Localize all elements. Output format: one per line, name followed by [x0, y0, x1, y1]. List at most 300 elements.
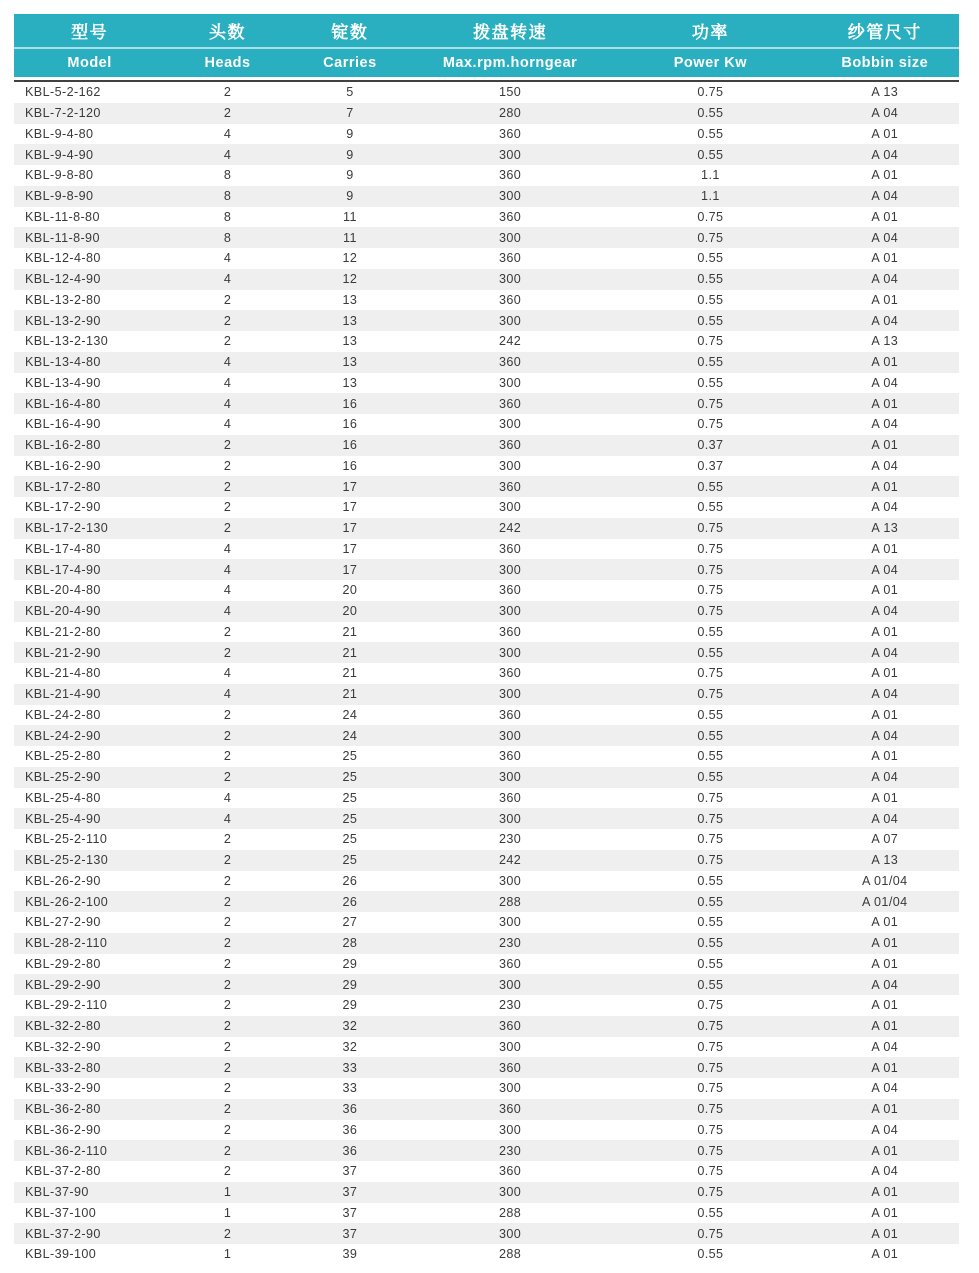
carries-cell: 17: [290, 559, 410, 580]
table-row: [14, 124, 959, 145]
power-cell: 0.55: [697, 1205, 724, 1220]
power-cell: 0.75: [610, 1099, 810, 1120]
table-row: [14, 850, 959, 871]
power-cell: 0.75: [610, 1016, 810, 1037]
heads-cell: 2: [223, 873, 232, 888]
bobbin-cell: A 01: [871, 624, 899, 639]
table-row: [14, 788, 959, 809]
carries-cell: 27: [342, 915, 358, 930]
heads-cell: 2: [165, 310, 290, 331]
bobbin-cell: A 01: [871, 292, 899, 307]
bobbin-cell: A 04: [811, 559, 959, 580]
heads-cell: 8: [223, 168, 232, 183]
power-cell: 0.75: [610, 808, 810, 829]
rpm-cell: 360: [498, 1164, 522, 1179]
model-cell: KBL-9-4-90: [14, 144, 165, 165]
table-row: [14, 80, 959, 103]
bobbin-cell: A 04: [811, 601, 959, 622]
rpm-cell: 360: [498, 749, 522, 764]
heads-cell: 2: [165, 1057, 290, 1078]
heads-cell: 4: [165, 393, 290, 414]
power-cell: 0.75: [697, 417, 724, 432]
rpm-cell: 360: [410, 1016, 610, 1037]
carries-cell: 21: [290, 684, 410, 705]
table-row: [14, 767, 959, 788]
power-cell: 0.37: [697, 458, 724, 473]
carries-cell: 12: [290, 269, 410, 290]
rpm-cell: 360: [498, 707, 522, 722]
rpm-cell: 300: [410, 144, 610, 165]
carries-cell: 17: [290, 518, 410, 539]
model-cell: KBL-25-2-110: [25, 832, 108, 847]
power-cell: 0.75: [697, 666, 724, 681]
bobbin-cell: A 01: [871, 707, 899, 722]
model-cell: KBL-37-100: [25, 1205, 97, 1220]
rpm-cell: 230: [410, 933, 610, 954]
rpm-cell: 360: [410, 1099, 610, 1120]
model-cell: KBL-13-2-90: [14, 310, 165, 331]
model-cell: KBL-27-2-90: [25, 915, 101, 930]
model-cell: KBL-26-2-90: [25, 873, 101, 888]
table-row: [14, 622, 959, 643]
table-row: [14, 684, 959, 705]
carries-cell: 16: [290, 393, 410, 414]
heads-cell: 2: [223, 707, 232, 722]
table-row: [14, 103, 959, 124]
carries-cell: 26: [290, 891, 410, 912]
rpm-cell: 242: [498, 334, 522, 349]
header-cn-carries: 锭数: [290, 14, 410, 49]
bobbin-cell: A 04: [811, 144, 959, 165]
power-cell: 0.75: [697, 334, 724, 349]
power-cell: 0.75: [610, 393, 810, 414]
power-cell: 0.75: [610, 1223, 810, 1244]
header-en-carries: Carries: [290, 49, 410, 80]
header-cn-bobbin: 纱管尺寸: [811, 14, 959, 49]
model-cell: KBL-25-2-90: [14, 767, 165, 788]
model-cell: KBL-24-2-90: [14, 725, 165, 746]
model-cell: KBL-20-4-80: [25, 583, 101, 598]
carries-cell: 25: [290, 850, 410, 871]
header-en-model: Model: [14, 49, 165, 80]
rpm-cell: 150: [410, 80, 610, 103]
rpm-cell: 360: [410, 1057, 610, 1078]
rpm-cell: 300: [410, 684, 610, 705]
carries-cell: 29: [290, 974, 410, 995]
power-cell: 0.75: [697, 209, 724, 224]
rpm-cell: 360: [498, 168, 522, 183]
bobbin-cell: A 01: [811, 1099, 959, 1120]
bobbin-cell: A 01: [871, 126, 899, 141]
bobbin-cell: A 04: [871, 458, 899, 473]
carries-cell: 24: [290, 725, 410, 746]
table-row: [14, 186, 959, 207]
bobbin-cell: A 01: [811, 1223, 959, 1244]
carries-cell: 21: [290, 642, 410, 663]
bobbin-cell: A 13: [871, 334, 899, 349]
rpm-cell: 288: [498, 1205, 522, 1220]
model-cell: KBL-17-4-80: [25, 541, 101, 556]
heads-cell: 1: [223, 1205, 232, 1220]
carries-cell: 12: [342, 251, 358, 266]
bobbin-cell: A 01: [871, 1247, 899, 1262]
table-row: [14, 207, 959, 228]
header-cn-model: 型号: [14, 14, 165, 49]
bobbin-cell: A 01: [811, 352, 959, 373]
rpm-cell: 360: [498, 209, 522, 224]
rpm-cell: 300: [410, 269, 610, 290]
table-row: [14, 1244, 959, 1265]
power-cell: 0.55: [697, 500, 724, 515]
heads-cell: 2: [165, 974, 290, 995]
rpm-cell: 300: [498, 1122, 522, 1137]
table-row: [14, 414, 959, 435]
carries-cell: 21: [342, 624, 358, 639]
model-cell: KBL-16-4-80: [14, 393, 165, 414]
model-cell: KBL-17-2-90: [25, 500, 101, 515]
rpm-cell: 360: [410, 352, 610, 373]
power-cell: 0.75: [697, 1081, 724, 1096]
power-cell: 0.55: [697, 915, 724, 930]
rpm-cell: 300: [410, 767, 610, 788]
model-cell: KBL-29-2-80: [25, 956, 101, 971]
heads-cell: 2: [223, 1039, 232, 1054]
bobbin-cell: A 04: [811, 227, 959, 248]
rpm-cell: 300: [410, 725, 610, 746]
model-cell: KBL-9-8-90: [14, 186, 165, 207]
model-cell: KBL-33-2-90: [25, 1081, 101, 1096]
model-cell: KBL-17-2-80: [14, 476, 165, 497]
table-row: [14, 974, 959, 995]
rpm-cell: 360: [498, 541, 522, 556]
model-cell: KBL-16-2-80: [14, 435, 165, 456]
bobbin-cell: A 04: [811, 684, 959, 705]
carries-cell: 9: [346, 168, 354, 183]
power-cell: 0.55: [610, 974, 810, 995]
heads-cell: 2: [165, 435, 290, 456]
power-cell: 0.55: [610, 891, 810, 912]
heads-cell: 1: [223, 1247, 232, 1262]
bobbin-cell: A 01: [871, 209, 899, 224]
rpm-cell: 242: [410, 518, 610, 539]
header-cn-power: 功率: [610, 14, 810, 49]
bobbin-cell: A 01/04: [811, 891, 959, 912]
heads-cell: 1: [165, 1182, 290, 1203]
table-row: [14, 705, 959, 726]
power-cell: 0.55: [697, 624, 724, 639]
model-cell: KBL-11-8-80: [25, 209, 100, 224]
table-body: [14, 80, 959, 1265]
rpm-cell: 300: [410, 1223, 610, 1244]
bobbin-cell: A 01: [871, 541, 899, 556]
carries-cell: 16: [290, 435, 410, 456]
bobbin-cell: A 04: [811, 767, 959, 788]
power-cell: 0.75: [610, 1182, 810, 1203]
power-cell: 0.55: [697, 749, 724, 764]
rpm-cell: 230: [498, 998, 522, 1013]
model-cell: KBL-37-2-80: [25, 1164, 101, 1179]
bobbin-cell: A 01: [811, 1057, 959, 1078]
power-cell: 0.55: [610, 767, 810, 788]
rpm-cell: 300: [410, 186, 610, 207]
model-cell: KBL-37-2-90: [14, 1223, 165, 1244]
model-cell: KBL-9-4-80: [25, 126, 94, 141]
model-cell: KBL-36-2-90: [25, 1122, 101, 1137]
model-cell: KBL-13-4-90: [25, 375, 101, 390]
carries-cell: 25: [290, 808, 410, 829]
heads-cell: 4: [165, 144, 290, 165]
rpm-cell: 300: [498, 417, 522, 432]
table-row: [14, 725, 959, 746]
rpm-cell: 230: [498, 832, 522, 847]
power-cell: 0.55: [697, 292, 724, 307]
model-cell: KBL-36-2-80: [14, 1099, 165, 1120]
carries-cell: 16: [342, 417, 358, 432]
power-cell: 0.75: [697, 790, 724, 805]
carries-cell: 26: [342, 873, 358, 888]
heads-cell: 2: [165, 1223, 290, 1244]
heads-cell: 4: [223, 375, 232, 390]
heads-cell: 8: [165, 186, 290, 207]
power-cell: 0.75: [697, 1122, 724, 1137]
table-row: [14, 1016, 959, 1037]
carries-cell: 37: [342, 1205, 358, 1220]
rpm-cell: 300: [410, 642, 610, 663]
table-row: [14, 497, 959, 518]
rpm-cell: 300: [410, 559, 610, 580]
power-cell: 0.75: [610, 559, 810, 580]
model-cell: KBL-17-2-130: [14, 518, 165, 539]
heads-cell: 4: [165, 684, 290, 705]
heads-cell: 4: [223, 126, 232, 141]
heads-cell: 2: [165, 725, 290, 746]
rpm-cell: 300: [410, 227, 610, 248]
carries-cell: 9: [346, 126, 354, 141]
carries-cell: 29: [342, 998, 358, 1013]
bobbin-cell: A 01/04: [862, 873, 908, 888]
table-row: [14, 1037, 959, 1058]
table-row: [14, 518, 959, 539]
model-cell: KBL-37-90: [14, 1182, 165, 1203]
power-cell: 0.75: [610, 684, 810, 705]
model-cell: KBL-25-2-130: [14, 850, 165, 871]
model-cell: KBL-9-8-80: [25, 168, 94, 183]
table-row: [14, 310, 959, 331]
model-cell: KBL-25-2-80: [25, 749, 101, 764]
table-row: [14, 1161, 959, 1182]
rpm-cell: 230: [410, 1140, 610, 1161]
table-row: [14, 912, 959, 933]
model-cell: KBL-17-4-90: [14, 559, 165, 580]
bobbin-cell: A 04: [871, 417, 899, 432]
heads-cell: 2: [165, 850, 290, 871]
rpm-cell: 360: [410, 435, 610, 456]
bobbin-cell: A 04: [871, 1164, 899, 1179]
table-row: [14, 580, 959, 601]
carries-cell: 16: [342, 458, 358, 473]
power-cell: 0.55: [610, 310, 810, 331]
model-cell: KBL-5-2-162: [14, 80, 165, 103]
bobbin-cell: A 01: [811, 933, 959, 954]
bobbin-cell: A 01: [811, 435, 959, 456]
heads-cell: 8: [223, 209, 232, 224]
power-cell: 0.75: [697, 832, 724, 847]
model-cell: KBL-21-4-80: [25, 666, 101, 681]
table-row: [14, 1140, 959, 1161]
bobbin-cell: A 01: [871, 251, 899, 266]
bobbin-cell: A 01: [871, 583, 899, 598]
heads-cell: 2: [165, 1140, 290, 1161]
table-row: [14, 1057, 959, 1078]
rpm-cell: 360: [498, 790, 522, 805]
power-cell: 0.75: [610, 227, 810, 248]
rpm-cell: 300: [410, 1182, 610, 1203]
table-row: [14, 539, 959, 560]
bobbin-cell: A 04: [811, 186, 959, 207]
model-cell: KBL-25-4-90: [14, 808, 165, 829]
table-row: [14, 373, 959, 394]
table-row: [14, 227, 959, 248]
power-cell: 0.75: [697, 1164, 724, 1179]
power-cell: 0.75: [697, 541, 724, 556]
header-en-rpm: Max.rpm.horngear: [410, 49, 610, 80]
bobbin-cell: A 04: [871, 1122, 899, 1137]
rpm-cell: 360: [498, 666, 522, 681]
heads-cell: 2: [165, 933, 290, 954]
power-cell: 1.1: [610, 186, 810, 207]
table-row: [14, 393, 959, 414]
power-cell: 0.55: [610, 933, 810, 954]
heads-cell: 2: [165, 767, 290, 788]
rpm-cell: 300: [498, 1039, 522, 1054]
table-row: [14, 829, 959, 850]
bobbin-cell: A 01: [871, 790, 899, 805]
bobbin-cell: A 01: [871, 915, 899, 930]
table-row: [14, 871, 959, 892]
bobbin-cell: A 01: [811, 1016, 959, 1037]
carries-cell: 17: [290, 476, 410, 497]
rpm-cell: 360: [498, 624, 522, 639]
heads-cell: 4: [165, 352, 290, 373]
header-row-chinese: [14, 14, 959, 49]
power-cell: 0.75: [610, 80, 810, 103]
carries-cell: 13: [290, 310, 410, 331]
carries-cell: 24: [342, 707, 358, 722]
bobbin-cell: A 04: [871, 1081, 899, 1096]
heads-cell: 4: [223, 417, 232, 432]
machine-spec-table: [14, 14, 959, 1265]
power-cell: 0.75: [610, 601, 810, 622]
carries-cell: 9: [290, 186, 410, 207]
table-row: [14, 808, 959, 829]
power-cell: 0.55: [697, 956, 724, 971]
heads-cell: 4: [223, 541, 232, 556]
heads-cell: 2: [165, 476, 290, 497]
model-cell: KBL-33-2-80: [14, 1057, 165, 1078]
heads-cell: 4: [165, 269, 290, 290]
table-row: [14, 269, 959, 290]
bobbin-cell: A 01: [811, 393, 959, 414]
table-row: [14, 601, 959, 622]
heads-cell: 2: [165, 891, 290, 912]
heads-cell: 4: [165, 808, 290, 829]
heads-cell: 2: [223, 334, 232, 349]
carries-cell: 29: [342, 956, 358, 971]
model-cell: KBL-11-8-90: [14, 227, 165, 248]
model-cell: KBL-28-2-110: [14, 933, 165, 954]
power-cell: 0.55: [697, 375, 724, 390]
heads-cell: 2: [165, 518, 290, 539]
model-cell: KBL-12-4-80: [25, 251, 101, 266]
bobbin-cell: A 04: [871, 1039, 899, 1054]
model-cell: KBL-26-2-100: [14, 891, 165, 912]
carries-cell: 13: [342, 292, 358, 307]
model-cell: KBL-32-2-80: [14, 1016, 165, 1037]
header-cn-heads: 头数: [165, 14, 290, 49]
model-cell: KBL-13-2-130: [25, 334, 109, 349]
rpm-cell: 300: [410, 974, 610, 995]
model-cell: KBL-21-2-90: [14, 642, 165, 663]
model-cell: KBL-29-2-110: [25, 998, 108, 1013]
table-header: [14, 14, 959, 80]
heads-cell: 2: [165, 80, 290, 103]
heads-cell: 2: [165, 103, 290, 124]
rpm-cell: 242: [410, 850, 610, 871]
heads-cell: 2: [223, 500, 232, 515]
table-row: [14, 248, 959, 269]
power-cell: 0.55: [610, 144, 810, 165]
rpm-cell: 360: [410, 476, 610, 497]
heads-cell: 4: [223, 790, 232, 805]
carries-cell: 5: [290, 80, 410, 103]
model-cell: KBL-13-2-80: [25, 292, 101, 307]
header-en-bobbin: Bobbin size: [811, 49, 959, 80]
heads-cell: 2: [223, 1164, 232, 1179]
table-row: [14, 1203, 959, 1224]
power-cell: 0.55: [697, 126, 724, 141]
bobbin-cell: A 13: [811, 518, 959, 539]
power-cell: 0.55: [697, 251, 724, 266]
carries-cell: 9: [290, 144, 410, 165]
bobbin-cell: A 01: [871, 998, 899, 1013]
carries-cell: 13: [290, 352, 410, 373]
heads-cell: 2: [223, 956, 232, 971]
bobbin-cell: A 04: [871, 500, 899, 515]
rpm-cell: 300: [498, 375, 522, 390]
heads-cell: 2: [223, 998, 232, 1013]
rpm-cell: 280: [410, 103, 610, 124]
carries-cell: 32: [290, 1016, 410, 1037]
table-row: [14, 456, 959, 477]
power-cell: 0.75: [610, 518, 810, 539]
model-cell: KBL-20-4-90: [14, 601, 165, 622]
carries-cell: 11: [290, 227, 410, 248]
rpm-cell: 360: [498, 292, 522, 307]
rpm-cell: 300: [498, 915, 522, 930]
catalog-page: [14, 14, 959, 1265]
carries-cell: 13: [342, 334, 358, 349]
bobbin-cell: A 01: [811, 1140, 959, 1161]
power-cell: 0.55: [610, 642, 810, 663]
power-cell: 0.75: [610, 1140, 810, 1161]
carries-cell: 37: [342, 1164, 358, 1179]
table-row: [14, 435, 959, 456]
carries-cell: 28: [290, 933, 410, 954]
power-cell: 0.55: [697, 873, 724, 888]
bobbin-cell: A 04: [871, 375, 899, 390]
table-row: [14, 891, 959, 912]
bobbin-cell: A 01: [871, 956, 899, 971]
